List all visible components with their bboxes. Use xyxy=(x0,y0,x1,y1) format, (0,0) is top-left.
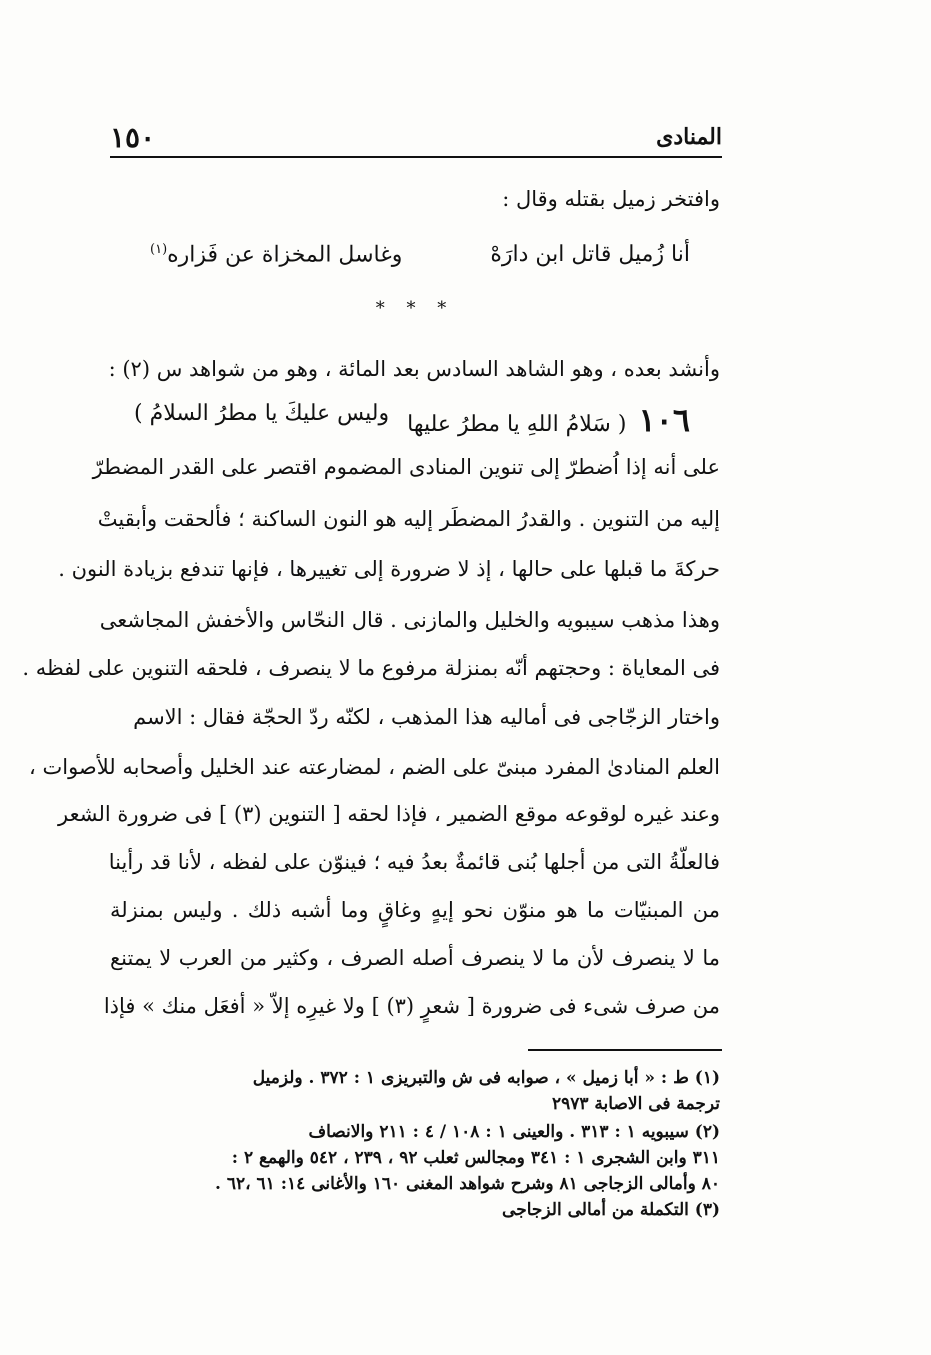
body-line: فالعلّةُ التى من أجلها بُنى قائمةٌ بعدُ فيه ؛ فينوّن على لفظه ، لأنا قد رأينا xyxy=(108,850,720,874)
intro-line: وافتخر زميل بقتله وقال : xyxy=(502,187,720,211)
body-line: إليه من التنوين . والقدرُ المضطَر إليه هو النون الساكنة ؛ فألحقت وأبقيتْ xyxy=(97,507,720,531)
body-line: حركةَ ما قبلها على حالها ، إذ لا ضرورة إلى تغييرها ، فإنها تندفع بزيادة النون . xyxy=(58,557,720,581)
header-rule xyxy=(110,156,722,158)
verse-2-second-hemistich: وليس عليكَ يا مطرُ السلامُ ) xyxy=(134,401,390,426)
body-line: من المبنيّات ما هو منوّن نحو إيهٍ وغاقٍ وما أشبه ذلك . وليس بمنزلة xyxy=(110,898,720,922)
running-title: المنادى xyxy=(656,124,722,150)
footnote-marker: (١) xyxy=(150,242,168,257)
body-line: واختار الزجّاجى فى أماليه هذا المذهب ، لكنّه ردّ الحجّة فقال : الاسم xyxy=(133,705,720,729)
verse-1-second-text: وغاسل المخزاة عن فَزاره xyxy=(167,242,403,268)
verse-2 xyxy=(134,401,690,439)
footnote-line: (٣) التكملة من أمالى الزجاجى xyxy=(502,1200,720,1220)
body-line: من صرف شىء فى ضرورة [ شعرٍ (٣) ] ولا غيرِه إلاّ « أفعَل منك » فإذا xyxy=(103,994,720,1018)
verse-2-first xyxy=(407,401,690,439)
body-line: وهذا مذهب سيبويه والخليل والمازنى . قال النحّاس والأخفش المجاشعى xyxy=(99,608,720,632)
verse-2-first-hemistich: ( سَلامُ اللهِ يا مطرُ عليها xyxy=(407,412,627,437)
footnote-line: ٣١١ وابن الشجرى ١ : ٣٤١ ومجالس ثعلب ٩٢ ، ٢٣٩ ، ٥٤٢ والهمع ٢ : xyxy=(231,1148,720,1168)
page-number: ١٥٠ xyxy=(110,120,156,154)
section-separator: * * * xyxy=(375,298,455,319)
body-line: العلم المنادىٰ المفرد مبنىّ على الضم ، لمضارعته عند الخليل وأصحابه للأصوات ، xyxy=(29,755,720,779)
footnote-line: (٢) سيبويه ١ : ٣١٣ . والعينى ١ : ١٠٨ / ٤ : ٢١١ والانصاف xyxy=(308,1122,720,1142)
body-line: وعند غيره لوقوعه موقع الضمير ، فإذا لحقه [ التنوين (٣) ] فى ضرورة الشعر xyxy=(58,802,720,826)
footnote-line: ٨٠ وأمالى الزجاجى ٨١ وشرح شواهد المغنى ١٦٠ والأغانى ١٤: ٦١ ،٦٢ . xyxy=(215,1174,720,1194)
shahid-intro-line: وأنشد بعده ، وهو الشاهد السادس بعد المائة ، وهو من شواهد س (٢) : xyxy=(108,357,720,381)
body-line: فى المعاياة : وحجتهم أنّه بمنزلة مرفوع ما لا ينصرف ، فلحقه التنوين على لفظه . xyxy=(22,656,720,680)
page-header xyxy=(110,118,722,156)
body-line: ما لا ينصرف لأن ما لا ينصرف أصله الصرف ، وكثير من العرب لا يمتنع xyxy=(110,946,720,970)
verse-1 xyxy=(150,242,690,267)
footnote-line: ترجمة فى الاصابة ٢٩٧٣ xyxy=(551,1094,720,1114)
verse-1-second-hemistich xyxy=(150,242,402,267)
footnote-rule xyxy=(528,1049,722,1051)
body-line: على أنه إذا اُضطرّ إلى تنوين المنادى المضموم اقتصر على القدر المضطرّ xyxy=(92,455,720,479)
verse-1-first-hemistich: أنا زُميل قاتل ابن دارَهْ xyxy=(490,242,690,267)
footnote-line: (١) ط : « أبا زميل » ، صوابه فى ش والتبريزى ١ : ٣٧٢ . ولزميل xyxy=(252,1068,720,1088)
shahid-number: ١٠٦ xyxy=(638,401,690,439)
